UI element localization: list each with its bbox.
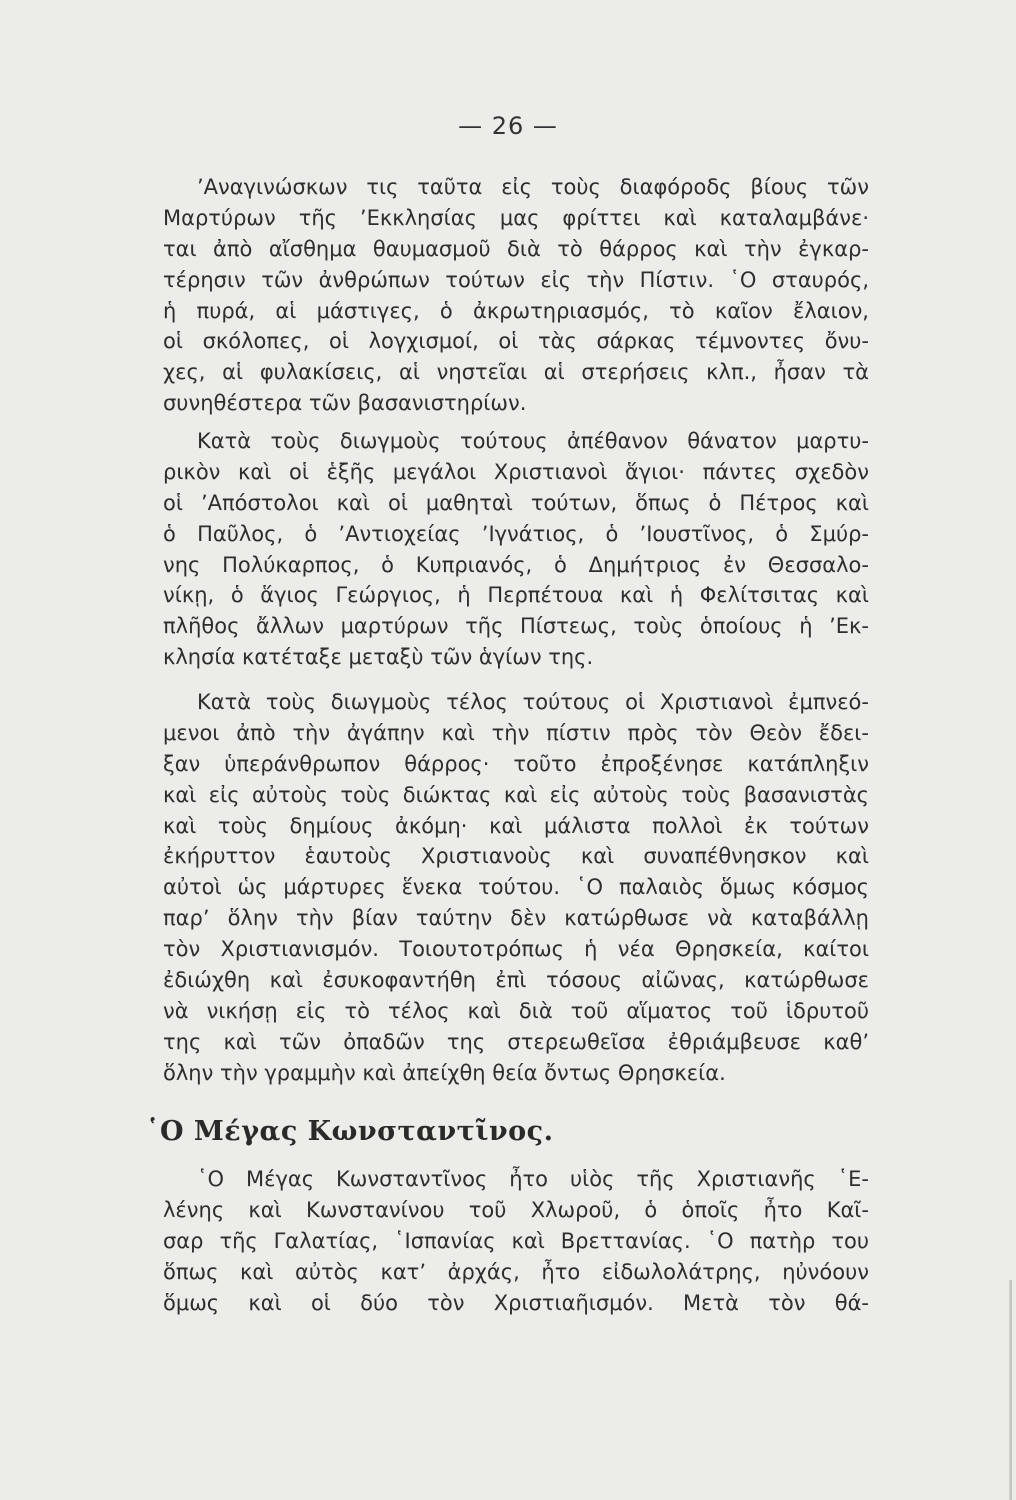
text-line: της καὶ τῶν ὀπαδῶν της στερεωθεῖσα ἐθριάμβευσε καθʼ bbox=[163, 1029, 869, 1054]
text-line: οἱ σκόλοπες, οἱ λογχισμοί, οἱ τὰς σάρκας τέμνοντες ὄνυ- bbox=[163, 329, 869, 354]
text-line: ἐδιώχθη καὶ ἐσυκοφαντήθη ἐπὶ τόσους αἰῶνας, κατώρθωσε bbox=[163, 968, 869, 993]
text-line: ἡ πυρά, αἱ μάστιγες, ὁ ἀκρωτηριασμός, τὸ καῖον ἔλαιον, bbox=[163, 298, 869, 323]
text-line: νης Πολύκαρπος, ὁ Κυπριανός, ὁ Δημήτριος ἐν Θεσσαλο- bbox=[163, 552, 869, 577]
text-line: αὐτοὶ ὡς μάρτυρες ἕνεκα τούτου. ῾Ο παλαιὸς ὅμως κόσμος bbox=[163, 875, 869, 900]
text-line: ξαν ὑπεράνθρωπον θάρρος· τοῦτο ἐπροξένησε κατάπληξιν bbox=[163, 751, 869, 776]
text-line: σαρ τῆς Γαλατίας, ῾Ισπανίας καὶ Βρεττανίας. ῾Ο πατὴρ του bbox=[163, 1228, 869, 1253]
text-line: συνηθέστερα τῶν βασανιστηρίων. bbox=[163, 391, 527, 416]
text-line: καὶ εἰς αὐτοὺς τοὺς διώκτας καὶ εἰς αὐτοὺς τοὺς βασανιστὰς bbox=[163, 782, 869, 807]
text-line: Μαρτύρων τῆς ʼΕκκλησίας μας φρίττει καὶ καταλαμβάνε· bbox=[163, 205, 869, 230]
text-line: τὸν Χριστιανισμόν. Τοιουτοτρόπως ἡ νέα Θρησκεία, καίτοι bbox=[163, 937, 869, 962]
text-line: τέρησιν τῶν ἀνθρώπων τούτων εἰς τὴν Πίστιν. ῾Ο σταυρός, bbox=[163, 267, 869, 292]
text-line: κλησία κατέταξε μεταξὺ τῶν ἁγίων της. bbox=[163, 645, 594, 670]
text-line: ʼΑναγινώσκων τις ταῦτα εἰς τοὺς διαφόροδς βίους τῶν bbox=[197, 175, 869, 199]
text-line: λένης καὶ Κωνστανίνου τοῦ Χλωροῦ, ὁ ὁποῖς ἦτο Καῖ- bbox=[163, 1197, 869, 1222]
text-line: ται ἀπὸ αἴσθημα θαυμασμοῦ διὰ τὸ θάρρος καὶ τὴν ἐγκαρ- bbox=[163, 236, 869, 261]
text-line: χες, αἱ φυλακίσεις, αἱ νηστεῖαι αἱ στερήσεις κλπ., ἦσαν τὰ bbox=[163, 360, 869, 385]
paragraph-martyrs-intro bbox=[163, 172, 869, 419]
text-line: ῾Ο Μέγας Κωνσταντῖνος ἦτο υἱὸς τῆς Χριστιανῆς ῾Ε- bbox=[197, 1167, 869, 1191]
text-line: νὰ νικήσῃ εἰς τὸ τέλος καὶ διὰ τοῦ αἵματος τοῦ ἱδρυτοῦ bbox=[163, 998, 869, 1023]
text-line: Κατὰ τοὺς διωγμοὺς τέλος τούτους οἱ Χριστιανοὶ ἐμπνεό- bbox=[197, 690, 869, 714]
paragraph-martyr-saints bbox=[163, 426, 869, 673]
text-line: μενοι ἀπὸ τὴν ἀγάπην καὶ τὴν πίστιν πρὸς τὸν Θεὸν ἔδει- bbox=[163, 720, 869, 745]
text-line: ὅλην τὴν γραμμὴν καὶ ἀπείχθη θεία ὄντως Θρησκεία. bbox=[163, 1060, 726, 1085]
paragraph-christian-courage bbox=[163, 687, 869, 1089]
page-number: — 26 — bbox=[458, 112, 558, 140]
text-line: παρʼ ὅλην τὴν βίαν ταύτην δὲν κατώρθωσε νὰ καταβάλλῃ bbox=[163, 906, 869, 931]
paragraph-constantine bbox=[163, 1164, 869, 1318]
text-line: ὁ Παῦλος, ὁ ʼΑντιοχείας ʼΙγνάτιος, ὁ ʼΙουστῖνος, ὁ Σμύρ- bbox=[163, 521, 869, 546]
text-line: οἱ ʼΑπόστολοι καὶ οἱ μαθηταὶ τούτων, ὅπως ὁ Πέτρος καὶ bbox=[163, 490, 869, 515]
text-line: ὅμως καὶ οἱ δύο τὸν Χριστιαῆισμόν. Μετὰ τὸν θά- bbox=[163, 1290, 869, 1315]
text-line: πλῆθος ἄλλων μαρτύρων τῆς Πίστεως, τοὺς ὁποίους ἡ ʼΕκ- bbox=[163, 614, 869, 639]
text-line: νίκῃ, ὁ ἅγιος Γεώργιος, ἡ Περπέτουα καὶ ἡ Φελίτσιτας καὶ bbox=[163, 583, 869, 608]
text-line: ἐκήρυττον ἑαυτοὺς Χριστιανοὺς καὶ συναπέθνησκον καὶ bbox=[163, 844, 869, 869]
page-edge-shadow bbox=[1009, 1280, 1012, 1500]
text-line: ὅπως καὶ αὐτὸς κατʼ ἀρχάς, ἦτο εἰδωλολάτρης, ηὐνόουν bbox=[163, 1259, 869, 1284]
text-line: καὶ τοὺς δημίους ἀκόμη· καὶ μάλιστα πολλοὶ ἐκ τούτων bbox=[163, 813, 869, 838]
section-heading: ῾Ο Μέγας Κωνσταντῖνος. bbox=[146, 1116, 554, 1147]
text-line: ρικὸν καὶ οἱ ἑξῆς μεγάλοι Χριστιανοὶ ἅγιοι· πάντες σχεδὸν bbox=[163, 459, 869, 484]
text-line: Κατὰ τοὺς διωγμοὺς τούτους ἀπέθανον θάνατον μαρτυ- bbox=[197, 429, 869, 453]
